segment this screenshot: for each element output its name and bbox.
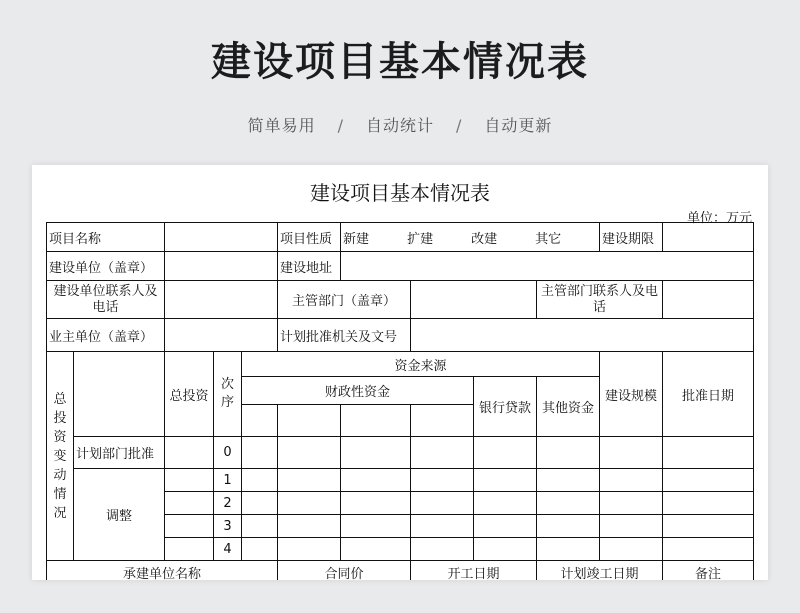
cell[interactable] — [600, 469, 663, 492]
cell[interactable] — [537, 437, 600, 469]
form-sheet — [32, 165, 768, 580]
cell[interactable] — [278, 492, 341, 515]
cell[interactable] — [242, 437, 278, 469]
unit-label: 单位：万元 — [686, 211, 752, 226]
other-fund-header: 其他资金 — [537, 377, 600, 437]
sequence-number: 3 — [214, 515, 242, 538]
remarks-header: 备注 — [663, 561, 754, 581]
adjustment-label: 调整 — [74, 469, 165, 561]
dept-contact-value[interactable] — [663, 281, 754, 319]
cell[interactable] — [278, 515, 341, 538]
cell[interactable] — [663, 469, 754, 492]
cell[interactable] — [278, 538, 341, 561]
cell[interactable] — [165, 515, 214, 538]
start-date-header: 开工日期 — [411, 561, 537, 581]
contract-price-header: 合同价 — [278, 561, 411, 581]
cell[interactable] — [474, 538, 537, 561]
planned-completion-header: 计划竣工日期 — [537, 561, 663, 581]
option-new[interactable]: 新建 — [343, 231, 370, 247]
cell[interactable] — [341, 538, 411, 561]
table-row — [47, 352, 754, 377]
table-row — [47, 437, 754, 469]
cell[interactable] — [341, 437, 411, 469]
cell[interactable] — [411, 492, 474, 515]
project-nature-label: 项目性质 — [278, 223, 341, 252]
cell[interactable] — [341, 469, 411, 492]
build-address-value[interactable] — [341, 252, 754, 281]
cell[interactable] — [278, 469, 341, 492]
sequence-number: 1 — [214, 469, 242, 492]
option-expand[interactable]: 扩建 — [407, 231, 434, 247]
tag-easy: 简单易用 — [247, 116, 316, 135]
tag-auto-update: 自动更新 — [484, 116, 553, 135]
cell[interactable] — [165, 437, 214, 469]
plan-dept-approval-label: 计划部门批准 — [74, 437, 165, 469]
tag-separator: / — [456, 116, 463, 135]
cell[interactable] — [600, 492, 663, 515]
owner-unit-value[interactable] — [165, 319, 278, 352]
cell[interactable] — [600, 515, 663, 538]
cell[interactable] — [663, 538, 754, 561]
sequence-number: 0 — [214, 437, 242, 469]
cell[interactable] — [411, 437, 474, 469]
sheet-title: 建设项目基本情况表 — [310, 181, 490, 205]
table-row — [47, 281, 754, 319]
build-period-label: 建设期限 — [600, 223, 663, 252]
fiscal-subcell[interactable] — [242, 405, 278, 437]
cell[interactable] — [663, 492, 754, 515]
project-name-label: 项目名称 — [47, 223, 165, 252]
page-title: 建设项目基本情况表 — [211, 39, 589, 85]
cell[interactable] — [537, 492, 600, 515]
build-contact-value[interactable] — [165, 281, 278, 319]
cell[interactable] — [242, 538, 278, 561]
competent-dept-label: 主管部门（盖章） — [278, 281, 411, 319]
total-investment-header: 总投资 — [165, 352, 214, 437]
option-other[interactable]: 其它 — [535, 231, 562, 247]
build-address-label: 建设地址 — [278, 252, 341, 281]
project-info-table — [46, 222, 754, 580]
fiscal-fund-header: 财政性资金 — [242, 377, 474, 405]
owner-unit-label: 业主单位（盖章） — [47, 319, 165, 352]
investment-change-label: 总投资变动情况 — [47, 352, 74, 561]
cell[interactable] — [165, 469, 214, 492]
build-period-value[interactable] — [663, 223, 754, 252]
cell[interactable] — [278, 437, 341, 469]
sequence-header: 次序 — [214, 352, 242, 437]
cell[interactable] — [537, 469, 600, 492]
table-row — [47, 252, 754, 281]
cell[interactable] — [242, 492, 278, 515]
build-unit-label: 建设单位（盖章） — [47, 252, 165, 281]
cell[interactable] — [165, 538, 214, 561]
fiscal-subcell[interactable] — [411, 405, 474, 437]
cell[interactable] — [165, 492, 214, 515]
cell[interactable] — [474, 469, 537, 492]
approval-org-value[interactable] — [411, 319, 754, 352]
cell[interactable] — [537, 538, 600, 561]
cell[interactable] — [474, 437, 537, 469]
dept-contact-label: 主管部门联系人及电话 — [537, 281, 663, 319]
cell[interactable] — [537, 515, 600, 538]
cell[interactable] — [600, 437, 663, 469]
build-scale-header: 建设规模 — [600, 352, 663, 437]
fiscal-subcell[interactable] — [341, 405, 411, 437]
fiscal-subcell[interactable] — [278, 405, 341, 437]
cell[interactable] — [411, 469, 474, 492]
approval-org-label: 计划批准机关及文号 — [278, 319, 411, 352]
option-rebuild[interactable]: 改建 — [471, 231, 498, 247]
cell[interactable] — [663, 437, 754, 469]
tag-auto-stats: 自动统计 — [365, 116, 434, 135]
feature-tags — [0, 113, 800, 136]
competent-dept-value[interactable] — [411, 281, 537, 319]
project-nature-options — [341, 223, 600, 252]
cell[interactable] — [474, 492, 537, 515]
build-contact-label: 建设单位联系人及电话 — [47, 281, 165, 319]
approval-date-header: 批准日期 — [663, 352, 754, 437]
cell[interactable] — [341, 515, 411, 538]
cell[interactable] — [411, 538, 474, 561]
table-row — [47, 319, 754, 352]
cell[interactable] — [341, 492, 411, 515]
cell[interactable] — [663, 515, 754, 538]
cell[interactable] — [600, 538, 663, 561]
sequence-number: 2 — [214, 492, 242, 515]
table-row — [47, 469, 754, 492]
blank-header-cell — [74, 352, 165, 437]
tag-separator: / — [337, 116, 344, 135]
table-row — [47, 561, 754, 581]
contractor-header: 承建单位名称 — [47, 561, 278, 581]
cell[interactable] — [411, 515, 474, 538]
project-name-value[interactable] — [165, 223, 278, 252]
cell[interactable] — [474, 515, 537, 538]
cell[interactable] — [242, 469, 278, 492]
sequence-number: 4 — [214, 538, 242, 561]
fund-source-header: 资金来源 — [242, 352, 600, 377]
build-unit-value[interactable] — [165, 252, 278, 281]
cell[interactable] — [242, 515, 278, 538]
bank-loan-header: 银行贷款 — [474, 377, 537, 437]
table-row — [47, 223, 754, 252]
